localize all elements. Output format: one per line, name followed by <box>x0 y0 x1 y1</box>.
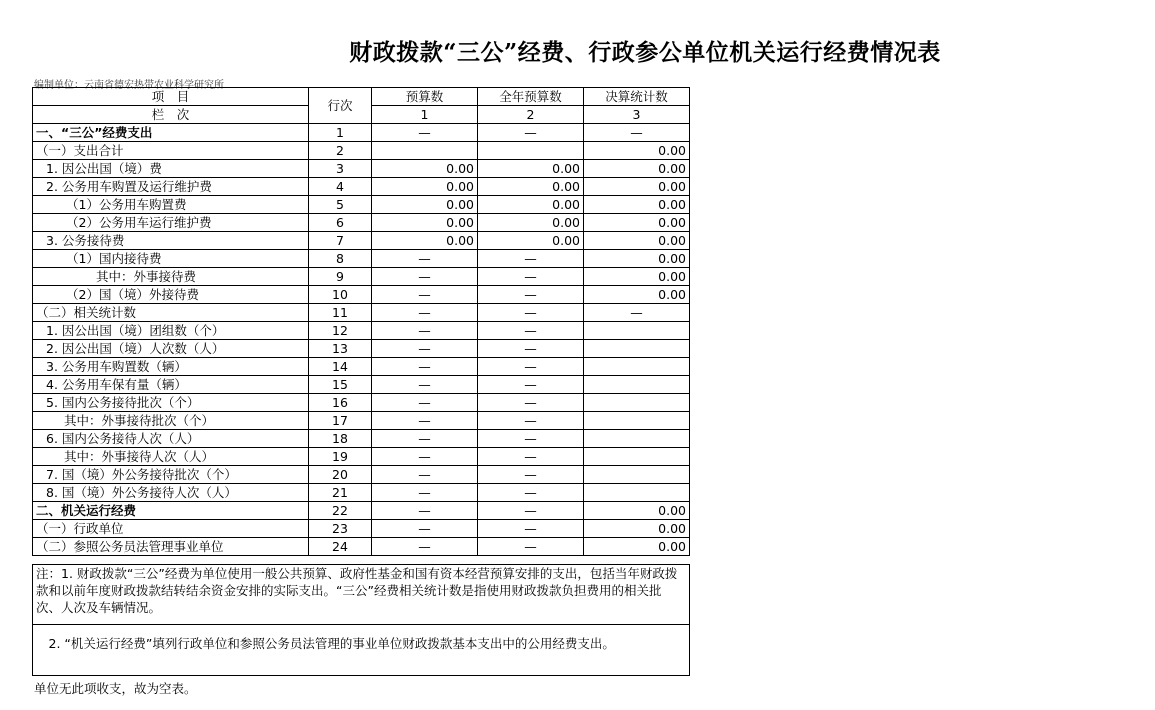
row-annual-budget: — <box>478 286 584 304</box>
note-1 <box>32 564 690 625</box>
row-budget: — <box>372 322 478 340</box>
header-col1-no: 1 <box>372 106 478 124</box>
row-annual-budget: — <box>478 412 584 430</box>
row-annual-budget: — <box>478 124 584 142</box>
row-item: 其中：外事接待批次（个） <box>33 412 309 430</box>
table-row <box>33 448 690 466</box>
row-budget: 0.00 <box>372 160 478 178</box>
table-row <box>33 430 690 448</box>
row-budget: — <box>372 448 478 466</box>
row-annual-budget: 0.00 <box>478 196 584 214</box>
row-budget: — <box>372 484 478 502</box>
header-row-no: 行次 <box>309 88 372 124</box>
table-row <box>33 484 690 502</box>
row-final-stat: 0.00 <box>584 178 690 196</box>
table-row <box>33 178 690 196</box>
row-number: 15 <box>309 376 372 394</box>
header-final-stat: 决算统计数 <box>584 88 690 106</box>
table-body <box>33 124 690 556</box>
row-budget: — <box>372 502 478 520</box>
row-item: （1）公务用车购置费 <box>33 196 309 214</box>
row-item: 1. 因公出国（境）团组数（个） <box>33 322 309 340</box>
row-number: 7 <box>309 232 372 250</box>
table-row <box>33 340 690 358</box>
row-final-stat: 0.00 <box>584 286 690 304</box>
table-row <box>33 394 690 412</box>
row-budget: — <box>372 340 478 358</box>
row-annual-budget: — <box>478 376 584 394</box>
row-number: 18 <box>309 430 372 448</box>
expense-table <box>32 87 690 556</box>
row-annual-budget: — <box>478 466 584 484</box>
row-budget: — <box>372 268 478 286</box>
report-title: 财政拨款“三公”经费、行政参公单位机关运行经费情况表 <box>349 39 941 66</box>
row-final-stat: 0.00 <box>584 250 690 268</box>
row-number: 14 <box>309 358 372 376</box>
row-item: 7. 国（境）外公务接待批次（个） <box>33 466 309 484</box>
row-final-stat <box>584 412 690 430</box>
table-row <box>33 160 690 178</box>
row-annual-budget: 0.00 <box>478 232 584 250</box>
header-column-label: 栏 次 <box>33 106 309 124</box>
row-number: 16 <box>309 394 372 412</box>
row-item: （2）国（境）外接待费 <box>33 286 309 304</box>
row-item: 3. 公务接待费 <box>33 232 309 250</box>
row-item: 二、机关运行经费 <box>33 502 309 520</box>
row-item: 其中：外事接待费 <box>33 268 309 286</box>
row-annual-budget: 0.00 <box>478 214 584 232</box>
row-number: 2 <box>309 142 372 160</box>
table-row <box>33 304 690 322</box>
row-budget: — <box>372 466 478 484</box>
compiling-unit: 编制单位：云南省德宏热带农业科学研究所 <box>34 80 224 91</box>
row-annual-budget: — <box>478 430 584 448</box>
row-final-stat <box>584 466 690 484</box>
row-number: 17 <box>309 412 372 430</box>
table-row <box>33 358 690 376</box>
row-final-stat <box>584 484 690 502</box>
row-number: 12 <box>309 322 372 340</box>
row-final-stat: 0.00 <box>584 268 690 286</box>
row-annual-budget: — <box>478 538 584 556</box>
row-item: （2）公务用车运行维护费 <box>33 214 309 232</box>
row-final-stat: 0.00 <box>584 214 690 232</box>
row-number: 4 <box>309 178 372 196</box>
table-row <box>33 376 690 394</box>
table-row <box>33 250 690 268</box>
row-final-stat <box>584 340 690 358</box>
row-final-stat: — <box>584 124 690 142</box>
row-item: 一、“三公”经费支出 <box>33 124 309 142</box>
row-number: 24 <box>309 538 372 556</box>
row-final-stat: 0.00 <box>584 538 690 556</box>
row-final-stat: 0.00 <box>584 520 690 538</box>
row-item: 5. 国内公务接待批次（个） <box>33 394 309 412</box>
row-budget: — <box>372 286 478 304</box>
row-final-stat <box>584 322 690 340</box>
row-number: 20 <box>309 466 372 484</box>
header-row-1 <box>33 88 690 106</box>
row-number: 23 <box>309 520 372 538</box>
row-annual-budget: 0.00 <box>478 160 584 178</box>
table-row <box>33 142 690 160</box>
row-number: 1 <box>309 124 372 142</box>
row-final-stat: 0.00 <box>584 160 690 178</box>
row-annual-budget: — <box>478 394 584 412</box>
row-budget: 0.00 <box>372 178 478 196</box>
row-item: 2. 因公出国（境）人次数（人） <box>33 340 309 358</box>
header-col3-no: 3 <box>584 106 690 124</box>
row-annual-budget: — <box>478 520 584 538</box>
row-budget: — <box>372 304 478 322</box>
table-row <box>33 196 690 214</box>
row-annual-budget: — <box>478 340 584 358</box>
row-budget: — <box>372 412 478 430</box>
row-item: （一）支出合计 <box>33 142 309 160</box>
row-final-stat: 0.00 <box>584 232 690 250</box>
row-budget: — <box>372 520 478 538</box>
row-budget: 0.00 <box>372 214 478 232</box>
row-item: （二）参照公务员法管理事业单位 <box>33 538 309 556</box>
row-budget: — <box>372 124 478 142</box>
row-budget: — <box>372 394 478 412</box>
row-budget <box>372 142 478 160</box>
row-budget: — <box>372 430 478 448</box>
row-budget: — <box>372 538 478 556</box>
row-item: （1）国内接待费 <box>33 250 309 268</box>
row-annual-budget: — <box>478 250 584 268</box>
row-number: 11 <box>309 304 372 322</box>
row-item: 6. 国内公务接待人次（人） <box>33 430 309 448</box>
row-item: 1. 因公出国（境）费 <box>33 160 309 178</box>
row-budget: 0.00 <box>372 232 478 250</box>
row-annual-budget: 0.00 <box>478 178 584 196</box>
row-annual-budget <box>478 142 584 160</box>
header-item: 项 目 <box>33 88 309 106</box>
row-item: 4. 公务用车保有量（辆） <box>33 376 309 394</box>
row-item: （二）相关统计数 <box>33 304 309 322</box>
note-2 <box>32 624 690 676</box>
row-annual-budget: — <box>478 304 584 322</box>
row-final-stat: — <box>584 304 690 322</box>
row-annual-budget: — <box>478 322 584 340</box>
header-annual-budget: 全年预算数 <box>478 88 584 106</box>
row-number: 8 <box>309 250 372 268</box>
row-final-stat: 0.00 <box>584 196 690 214</box>
row-final-stat: 0.00 <box>584 502 690 520</box>
row-number: 19 <box>309 448 372 466</box>
row-number: 5 <box>309 196 372 214</box>
note-2-text: 2. “机关运行经费”填列行政单位和参照公务员法管理的事业单位财政拨款基本支出中的公用经费支出。 <box>36 636 615 651</box>
row-final-stat: 0.00 <box>584 142 690 160</box>
row-number: 13 <box>309 340 372 358</box>
row-final-stat <box>584 376 690 394</box>
row-item: 2. 公务用车购置及运行维护费 <box>33 178 309 196</box>
row-budget: 0.00 <box>372 196 478 214</box>
table-row <box>33 502 690 520</box>
row-budget: — <box>372 250 478 268</box>
header-budget: 预算数 <box>372 88 478 106</box>
row-number: 21 <box>309 484 372 502</box>
row-annual-budget: — <box>478 484 584 502</box>
table-row <box>33 466 690 484</box>
table-row <box>33 232 690 250</box>
row-annual-budget: — <box>478 358 584 376</box>
row-item: 8. 国（境）外公务接待人次（人） <box>33 484 309 502</box>
row-final-stat <box>584 430 690 448</box>
row-annual-budget: — <box>478 448 584 466</box>
row-number: 6 <box>309 214 372 232</box>
row-annual-budget: — <box>478 502 584 520</box>
table-row <box>33 214 690 232</box>
footer-note: 单位无此项收支，故为空表。 <box>34 681 197 696</box>
table-row <box>33 322 690 340</box>
row-number: 10 <box>309 286 372 304</box>
row-final-stat <box>584 394 690 412</box>
row-number: 9 <box>309 268 372 286</box>
row-final-stat <box>584 448 690 466</box>
table-row <box>33 124 690 142</box>
table-row <box>33 520 690 538</box>
row-item: 其中：外事接待人次（人） <box>33 448 309 466</box>
row-number: 22 <box>309 502 372 520</box>
row-item: 3. 公务用车购置数（辆） <box>33 358 309 376</box>
table-row <box>33 286 690 304</box>
note-1-text: 注：1. 财政拨款“三公”经费为单位使用一般公共预算、政府性基金和国有资本经营预算安排的支出，包括当年财政拨款和以前年度财政拨款结转结余资金安排的实际支出。“三公”经费相关统计数是指使用财政拨款负担费用的相关批次、人次及车辆情况。 <box>36 566 678 615</box>
header-col2-no: 2 <box>478 106 584 124</box>
row-number: 3 <box>309 160 372 178</box>
table-row <box>33 268 690 286</box>
row-budget: — <box>372 358 478 376</box>
row-budget: — <box>372 376 478 394</box>
row-annual-budget: — <box>478 268 584 286</box>
table-row <box>33 412 690 430</box>
row-item: （一）行政单位 <box>33 520 309 538</box>
table-row <box>33 538 690 556</box>
row-final-stat <box>584 358 690 376</box>
